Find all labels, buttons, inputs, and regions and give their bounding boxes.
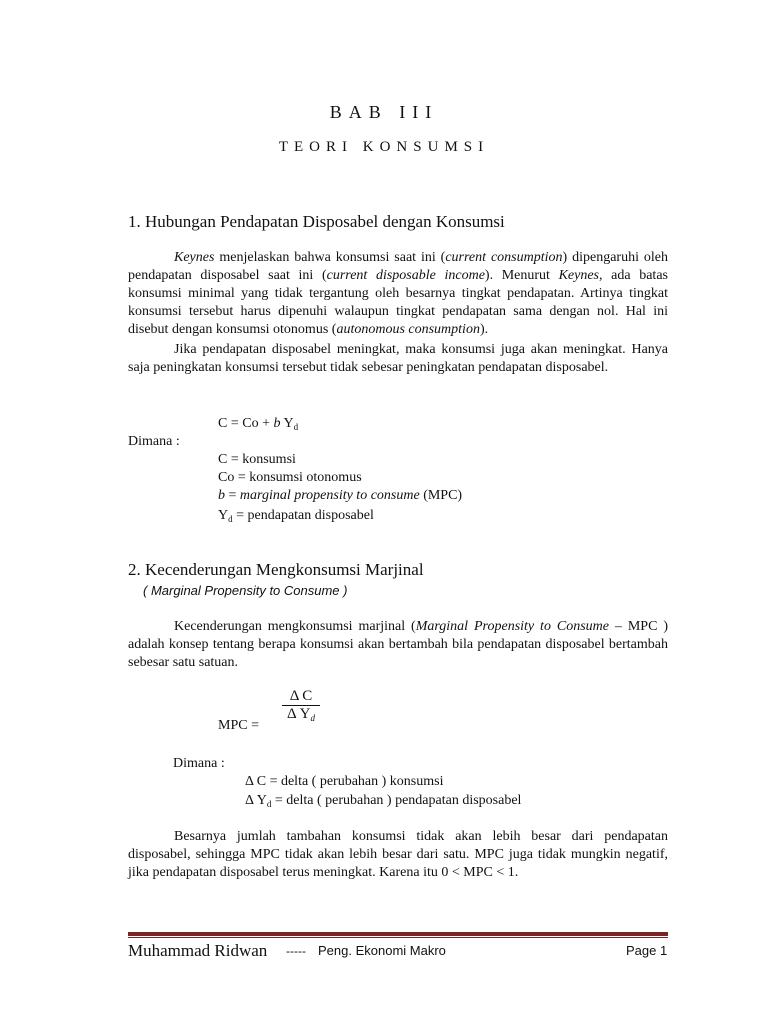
footer-page-number: Page 1 [626,943,668,958]
section-1-heading: 1. Hubungan Pendapatan Disposabel dengan Konsumsi [128,212,505,231]
footer-rule-thin [128,937,668,938]
section-2-paragraph-1: Kecenderungan mengkonsumsi marjinal (Marginal Propensity to Consume – MPC ) adalah konsep tentang berapa konsumsi akan bertambah bila pendapatan disposabel bertambah sebesar satu satuan. [128,619,668,670]
def-co: Co = konsumsi otonomus [218,470,362,485]
section-1-paragraph-1: Keynes menjelaskan bahwa konsumsi saat ini (current consumption) dipengaruhi oleh pendapatan disposabel saat ini (current disposable income). Menurut Keynes, ada batas konsumsi minimal yang tidak tergantung oleh besarnya tingkat pendapatan. Artinya tingkat konsumsi tersebut harus dipenuhi walaupun tingkat pendapatan sama dengan nol. Hal ini disebut dengan konsumsi otonomus (autonomous consumption). [128,250,668,337]
def-c: C = konsumsi [218,452,296,467]
footer-course: Peng. Ekonomi Makro [318,943,446,958]
def-delta-yd: Δ $Y_d$ = delta ( perubahan ) pendapatan disposabel [245,793,522,809]
section-1-paragraph-2: Jika pendapatan disposabel meningkat, maka konsumsi juga akan meningkat. Hanya saja peningkatan konsumsi tersebut tidak sebesar peningkatan pendapatan disposabel. [128,342,668,375]
consumption-formula: C = Co + b $Y_d$ [218,416,299,432]
mpc-label: MPC = [218,718,259,733]
dimana-label-1: Dimana : [128,434,180,449]
footer-rule-thick [128,932,668,936]
footer-author: Muhammad Ridwan [128,941,268,960]
def-b: b = marginal propensity to consume (MPC) [218,488,463,503]
fraction-numerator: Δ C [289,688,313,704]
def-yd: $Y_d$ = pendapatan disposabel [218,508,374,524]
footer-separator: ----- [286,944,306,958]
section-2-heading: 2. Kecenderungan Mengkonsumsi Marjinal [128,560,424,579]
chapter-title: TEORI KONSUMSI [278,139,490,155]
fraction-denominator: Δ $Y_d$ [287,706,315,723]
section-2-subheading: ( Marginal Propensity to Consume ) [143,583,348,598]
chapter-label: BAB III [329,102,439,122]
section-2-paragraph-2: Besarnya jumlah tambahan konsumsi tidak akan lebih besar dari pendapatan disposabel, sehingga MPC tidak akan lebih besar dari satu. MPC juga tidak mungkin negatif, jika pendapatan disposabel terus meningkat. Karena itu 0 < MPC < 1. [128,829,668,880]
mpc-fraction [282,688,320,723]
dimana-label-2: Dimana : [173,756,225,771]
def-delta-c: Δ C = delta ( perubahan ) konsumsi [245,774,444,789]
